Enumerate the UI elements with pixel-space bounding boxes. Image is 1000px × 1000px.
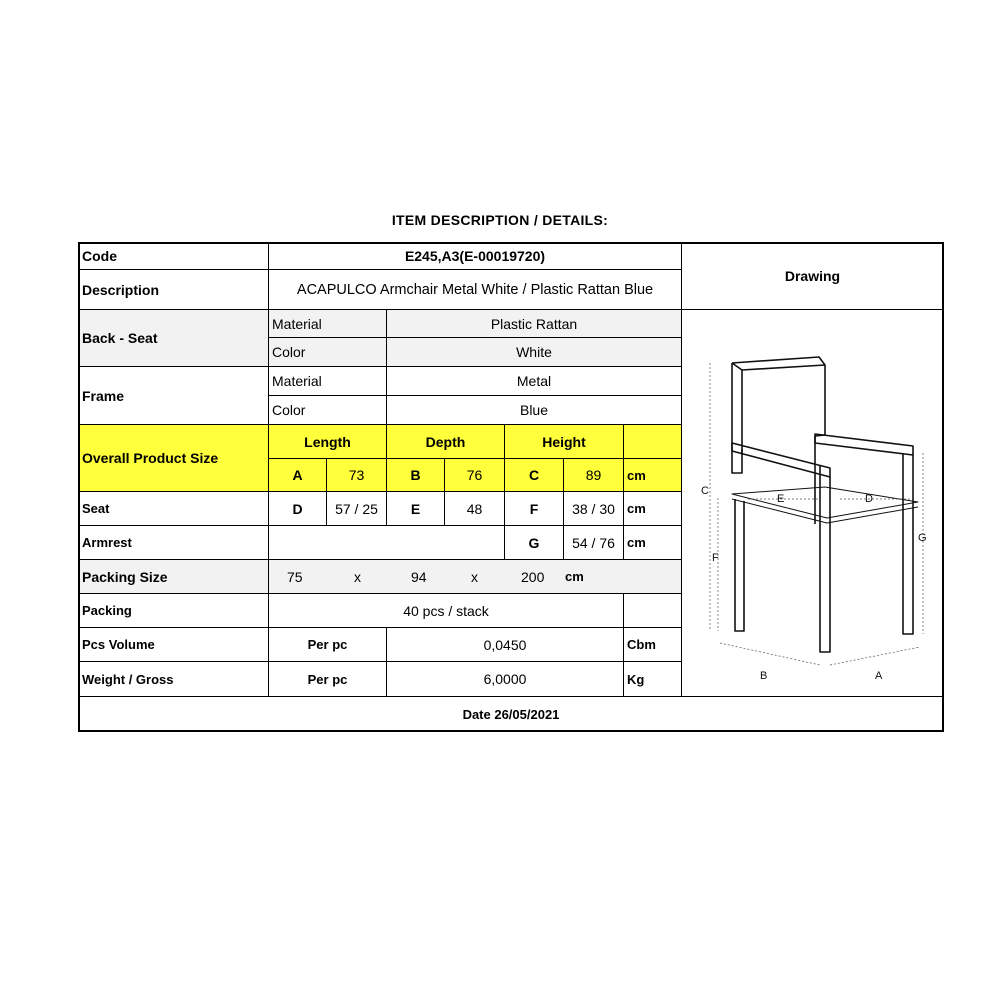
letter-e: E xyxy=(777,493,785,505)
d-value: 57 / 25 xyxy=(326,491,387,526)
weight-per: Per pc xyxy=(268,661,387,697)
back-seat-color: White xyxy=(386,337,682,367)
g-label: G xyxy=(504,525,564,560)
packing-label: Packing xyxy=(78,593,269,628)
seat-label: Seat xyxy=(78,491,269,526)
letter-b: B xyxy=(760,670,768,682)
frame-label: Frame xyxy=(78,366,269,425)
letter-f: F xyxy=(712,552,719,564)
packing-size-length: 75 xyxy=(287,568,303,585)
depth-header: Depth xyxy=(386,424,505,459)
c-value: 89 xyxy=(563,458,624,492)
frame-material-label: Material xyxy=(268,366,387,396)
f-label: F xyxy=(504,491,564,526)
packing-size-x1: x xyxy=(354,568,361,585)
c-label: C xyxy=(504,458,564,492)
frame-color-label: Color xyxy=(268,395,387,425)
armrest-label: Armrest xyxy=(78,525,269,560)
weight-unit: Kg xyxy=(623,661,682,697)
letter-d: D xyxy=(865,493,873,505)
a-value: 73 xyxy=(326,458,387,492)
armchair-drawing-svg xyxy=(680,309,944,697)
d-label: D xyxy=(268,491,327,526)
letter-c: C xyxy=(701,485,709,497)
e-value: 48 xyxy=(444,491,505,526)
item-details-sheet xyxy=(78,242,944,732)
armrest-unit: cm xyxy=(623,525,682,560)
overall-size-label: Overall Product Size xyxy=(78,424,269,492)
g-value: 54 / 76 xyxy=(563,525,624,560)
overall-header-blank xyxy=(623,424,682,459)
code-value: E245,A3(E-00019720) xyxy=(268,242,682,270)
weight-label: Weight / Gross xyxy=(78,661,269,697)
dim-b-line xyxy=(720,643,820,665)
frame-material: Metal xyxy=(386,366,682,396)
a-label: A xyxy=(268,458,327,492)
back-seat-material: Plastic Rattan xyxy=(386,309,682,338)
f-value: 38 / 30 xyxy=(563,491,624,526)
dim-a-line xyxy=(830,647,920,665)
armrest-blank xyxy=(268,525,505,560)
packing-size-width: 94 xyxy=(411,568,427,585)
drawing-header: Drawing xyxy=(681,242,944,310)
b-label: B xyxy=(386,458,445,492)
packing-size-unit: cm xyxy=(565,569,584,584)
armchair-drawing xyxy=(680,309,944,697)
description-label: Description xyxy=(78,269,269,310)
length-header: Length xyxy=(268,424,387,459)
packing-size-label: Packing Size xyxy=(78,559,269,594)
overall-unit: cm xyxy=(623,458,682,492)
packing-size-height: 200 xyxy=(521,568,545,585)
back-seat-color-label: Color xyxy=(268,337,387,367)
e-label: E xyxy=(386,491,445,526)
sheet-title: ITEM DESCRIPTION / DETAILS: xyxy=(391,212,609,228)
pcs-volume-per: Per pc xyxy=(268,627,387,662)
packing-size-x2: x xyxy=(471,568,478,585)
packing-value: 40 pcs / stack xyxy=(268,593,624,628)
height-header: Height xyxy=(504,424,624,459)
frame-color: Blue xyxy=(386,395,682,425)
b-value: 76 xyxy=(444,458,505,492)
pcs-volume-unit: Cbm xyxy=(623,627,682,662)
description-value: ACAPULCO Armchair Metal White / Plastic Rattan Blue xyxy=(268,269,682,310)
date-row: Date 26/05/2021 xyxy=(78,696,944,732)
pcs-volume-label: Pcs Volume xyxy=(78,627,269,662)
seat-unit: cm xyxy=(623,491,682,526)
letter-a: A xyxy=(875,670,883,682)
back-seat-material-label: Material xyxy=(268,309,387,338)
pcs-volume-value: 0,0450 xyxy=(386,627,624,662)
code-label: Code xyxy=(78,242,269,270)
letter-g: G xyxy=(918,532,927,544)
weight-value: 6,0000 xyxy=(386,661,624,697)
packing-size-values xyxy=(268,559,682,594)
packing-blank xyxy=(623,593,682,628)
back-seat-label: Back - Seat xyxy=(78,309,269,367)
